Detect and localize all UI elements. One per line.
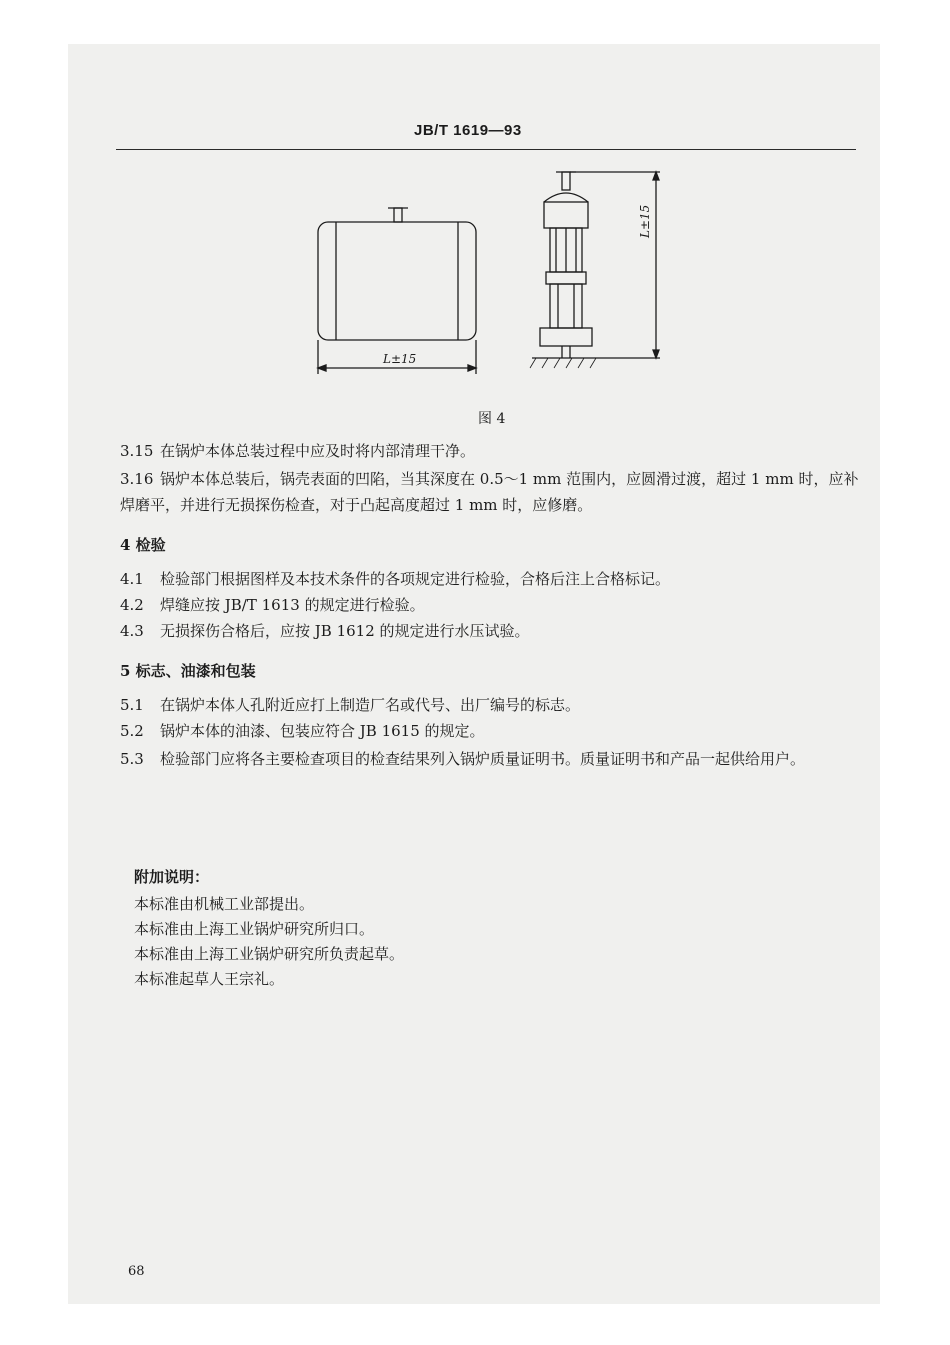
clause-3-16 xyxy=(120,466,860,518)
clause-number: 4.3 xyxy=(120,622,144,640)
clause-5-3 xyxy=(120,746,860,772)
clause-3-15 xyxy=(120,438,860,464)
clause-text: 在锅炉本体总装过程中应及时将内部清理干净。 xyxy=(160,442,476,460)
clause-text: 在锅炉本体人孔附近应打上制造厂名或代号、出厂编号的标志。 xyxy=(160,696,581,714)
additional-notes-title: 附加说明： xyxy=(134,868,210,886)
clause-number: 5.1 xyxy=(120,696,144,714)
clause-number: 5.2 xyxy=(120,722,144,740)
standard-header: JB/T 1619—93 xyxy=(414,122,522,139)
clause-text: 无损探伤合格后，应按 JB 1612 的规定进行水压试验。 xyxy=(160,622,530,640)
note-line: 本标准由上海工业锅炉研究所负责起草。 xyxy=(134,945,405,963)
clause-5-1 xyxy=(120,692,860,718)
clause-number: 3.15 xyxy=(120,442,154,460)
dimension-label-left: L±15 xyxy=(383,352,417,366)
clause-number: 5.3 xyxy=(120,750,144,768)
note-line: 本标准由机械工业部提出。 xyxy=(134,895,315,913)
header-rule xyxy=(116,149,856,150)
clause-number: 4.1 xyxy=(120,570,144,588)
clause-4-2 xyxy=(120,592,860,618)
clause-number: 4.2 xyxy=(120,596,144,614)
clause-4-3 xyxy=(120,618,860,644)
clause-text: 锅炉本体总装后，锅壳表面的凹陷，当其深度在 0.5～1 mm 范围内，应圆滑过渡，超过 1 mm 时，应补焊磨平，并进行无损探伤检查，对于凸起高度超过 1 mm 时，应修磨。 xyxy=(120,470,859,514)
section-4-title: 4 检验 xyxy=(120,536,166,554)
clause-text: 检验部门应将各主要检查项目的检查结果列入锅炉质量证明书。质量证明书和产品一起供给用户。 xyxy=(160,750,806,768)
clause-5-2 xyxy=(120,718,860,744)
clause-text: 焊缝应按 JB/T 1613 的规定进行检验。 xyxy=(160,596,425,614)
figure-4-drawing xyxy=(300,162,680,412)
note-line: 本标准起草人王宗礼。 xyxy=(134,970,285,988)
figure-caption: 图 4 xyxy=(478,411,506,427)
page-number: 68 xyxy=(128,1264,145,1279)
dimension-label-right: L±15 xyxy=(638,204,652,238)
clause-4-1 xyxy=(120,566,860,592)
section-5-title: 5 标志、油漆和包装 xyxy=(120,662,256,680)
clause-text: 锅炉本体的油漆、包装应符合 JB 1615 的规定。 xyxy=(160,722,485,740)
clause-number: 3.16 xyxy=(120,470,154,488)
clause-text: 检验部门根据图样及本技术条件的各项规定进行检验，合格后注上合格标记。 xyxy=(160,570,671,588)
note-line: 本标准由上海工业锅炉研究所归口。 xyxy=(134,920,375,938)
